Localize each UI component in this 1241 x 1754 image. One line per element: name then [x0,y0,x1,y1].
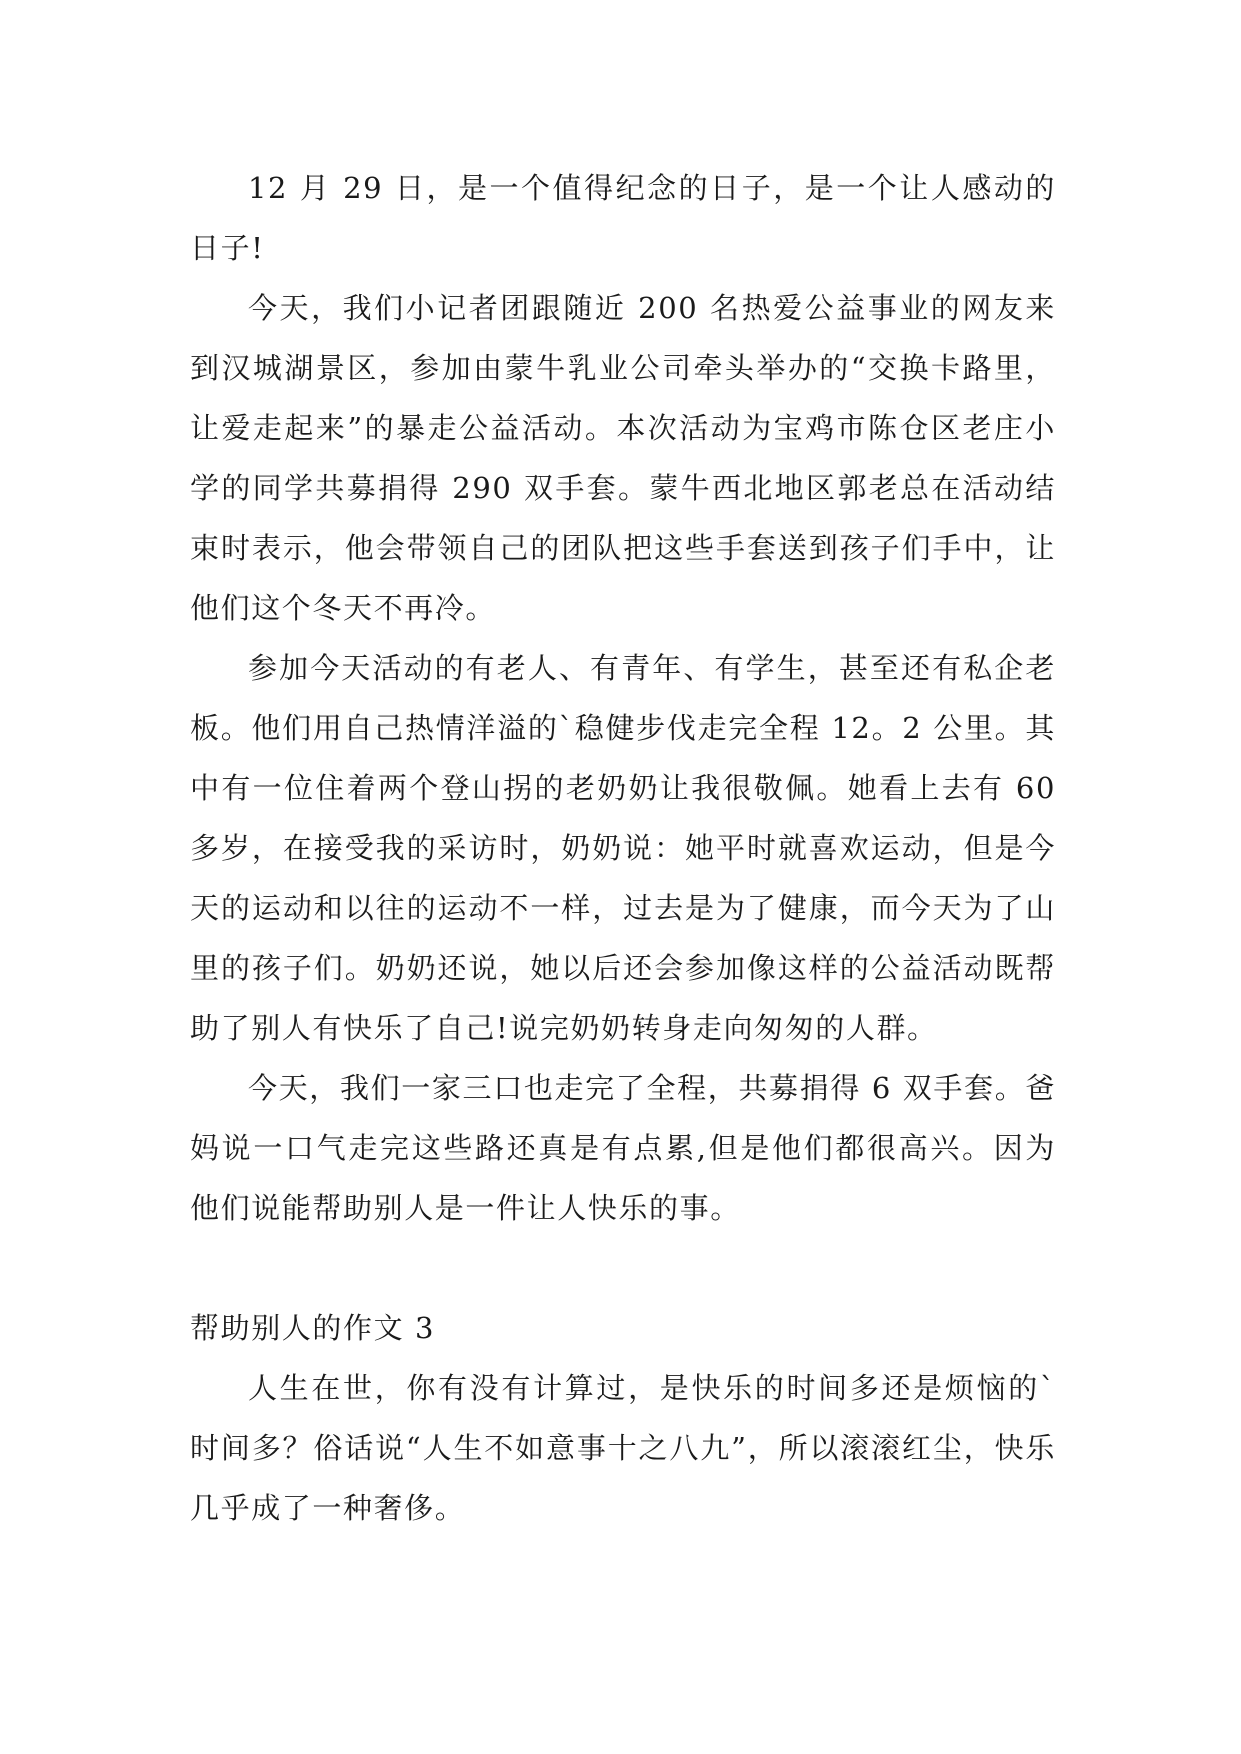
paragraph: 今天，我们小记者团跟随近 200 名热爱公益事业的网友来到汉城湖景区，参加由蒙牛乳业公司牵头举办的“交换卡路里，让爱走起来”的暴走公益活动。本次活动为宝鸡市陈仓区老庄小学的同学共募捐得 290 双手套。蒙牛西北地区郭老总在活动结束时表示，他会带领自己的团队把这些手套送到孩子们手中，让他们这个冬天不再冷。 [190,291,1056,625]
section-heading: 帮助别人的作文 3 [190,1311,436,1345]
paragraph: 今天，我们一家三口也走完了全程，共募捐得 6 双手套。爸妈说一口气走完这些路还真是有点累,但是他们都很高兴。因为他们说能帮助别人是一件让人快乐的事。 [190,1071,1056,1225]
document-body [190,158,1056,1538]
paragraph: 参加今天活动的有老人、有青年、有学生，甚至还有私企老板。他们用自己热情洋溢的`稳健步伐走完全程 12。2 公里。其中有一位住着两个登山拐的老奶奶让我很敬佩。她看上去有 60 多岁，在接受我的采访时，奶奶说：她平时就喜欢运动，但是今天的运动和以往的运动不一样，过去是为了健康，而今天为了山里的孩子们。奶奶还说，她以后还会参加像这样的公益活动既帮助了别人有快乐了自己!说完奶奶转身走向匆匆的人群。 [190,651,1056,1045]
paragraph: 12 月 29 日，是一个值得纪念的日子，是一个让人感动的日子! [190,171,1056,265]
paragraph: 人生在世，你有没有计算过，是快乐的时间多还是烦恼的`时间多？俗话说“人生不如意事十之八九”，所以滚滚红尘，快乐几乎成了一种奢侈。 [190,1371,1056,1525]
